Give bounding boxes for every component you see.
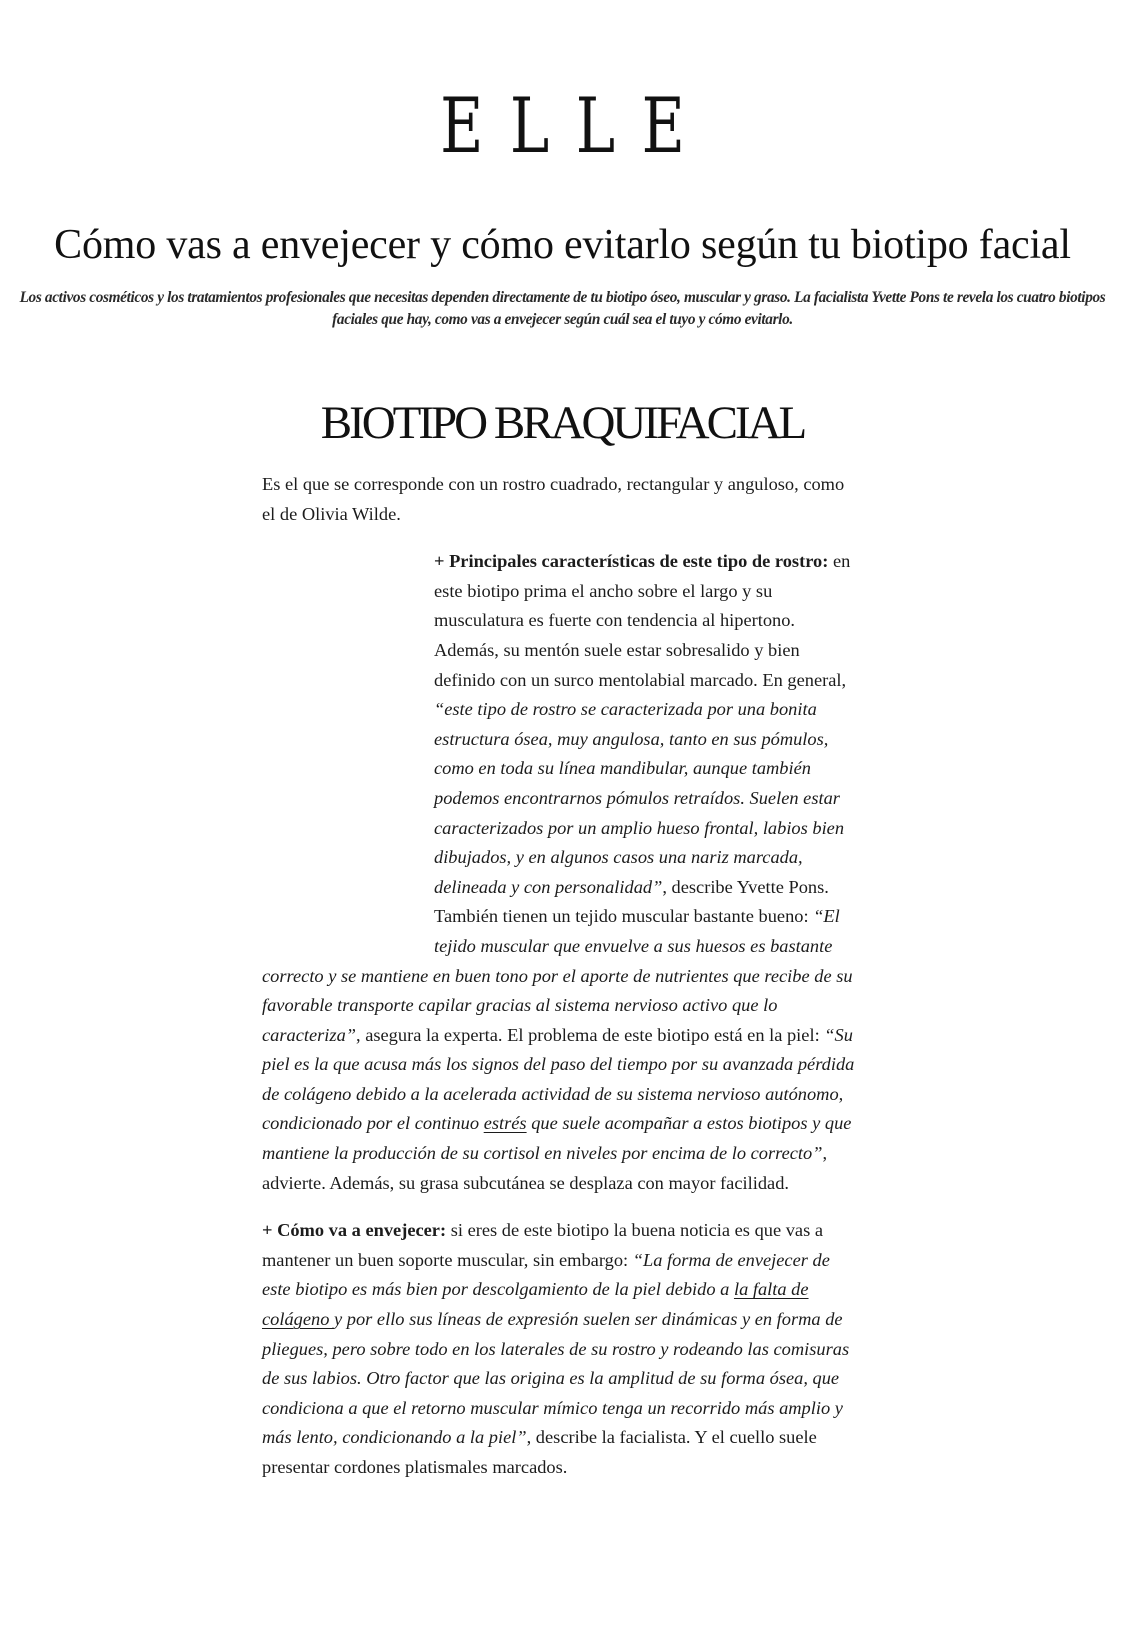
characteristics-paragraph: [262, 547, 862, 1198]
aging-quote-1a: “La forma de envejecer de este biotipo es más bien por descolgamiento de la piel debido a: [262, 1249, 830, 1300]
characteristics-heading: + Principales características de este tipo de rostro:: [434, 551, 829, 572]
aging-paragraph: [262, 1216, 862, 1482]
characteristics-text-3: , asegura la experta. El problema de este biotipo está en la piel:: [356, 1024, 825, 1045]
characteristics-text-4: , advierte. Además, su grasa subcutánea se desplaza con mayor facilidad.: [262, 1143, 828, 1193]
characteristics-quote-3a: “Su piel es la que acusa más los signos del paso del tiempo por su avanzada pérdida de colágeno debido a la acelerada actividad de su sistema nervioso autónomo, condicionado por el continuo: [262, 1024, 855, 1134]
collagen-link[interactable]: la falta de colágeno: [262, 1279, 809, 1330]
section-title: BIOTIPO BRAQUIFACIAL: [320, 397, 805, 449]
characteristics-quote-2: “El tejido muscular que envuelve a sus huesos es bastante correcto y se mantiene en buen tono por el aporte de nutrientes que recibe de su favorable transporte capilar gracias al sistema nervioso activo que lo caracteriza”: [262, 906, 853, 1045]
characteristics-quote-1: “este tipo de rostro se caracterizada por una bonita estructura ósea, muy angulosa, tanto en sus pómulos, como en toda su línea mandibular, aunque también podemos encontrarnos pómulos retraídos. Suelen estar caracterizados por un amplio hueso frontal, labios bien dibujados, y en algunos casos una nariz marcada, delineada y con personalidad”: [434, 699, 845, 897]
article-standfirst: Los activos cosméticos y los tratamientos profesionales que necesitas dependen directamente de tu biotipo óseo, muscular y graso. La facialista Yvette Pons te revela los cuatro biotipos faciales que hay, como vas a envejecer según cuál sea el tuyo y cómo evitarlo.: [19, 289, 1106, 328]
stress-link[interactable]: estrés: [483, 1113, 527, 1134]
article-body: [262, 470, 862, 1501]
article-headline: Cómo vas a envejecer y cómo evitarlo según tu biotipo facial: [54, 222, 1071, 268]
aging-text-1: si eres de este biotipo la buena noticia es que vas a mantener un buen soporte muscular, sin embargo:: [262, 1220, 823, 1270]
characteristics-quote-3b: que suele acompañar a estos biotipos y que mantiene la producción de su cortisol en niveles por encima de lo correcto”: [262, 1113, 852, 1164]
section-intro: Es el que se corresponde con un rostro cuadrado, rectangular y anguloso, como el de Olivia Wilde.: [262, 474, 845, 524]
elle-logo[interactable]: ELLE: [440, 81, 712, 170]
characteristics-text-1: en este biotipo prima el ancho sobre el largo y su musculatura es fuerte con tendencia al hipertono. Además, su mentón suele estar sobresalido y bien definido con un surco mentolabial marcado. En general,: [434, 551, 851, 690]
aging-quote-1b: y por ello sus líneas de expresión suelen ser dinámicas y en forma de pliegues, pero sobre todo en los laterales de su rostro y rodeando las comisuras de sus labios. Otro factor que las origina es la amplitud de su forma ósea, que condiciona a que el retorno muscular mímico tenga un recorrido más amplio y más lento, condicionando a la piel”: [262, 1309, 850, 1448]
image-placeholder-space: [262, 547, 434, 961]
aging-text-2: , describe la facialista. Y el cuello suele presentar cordones platismales marcados.: [262, 1427, 817, 1477]
aging-heading: + Cómo va a envejecer:: [262, 1220, 447, 1241]
characteristics-text-2: , describe Yvette Pons. También tienen un tejido muscular bastante bueno:: [434, 876, 829, 927]
